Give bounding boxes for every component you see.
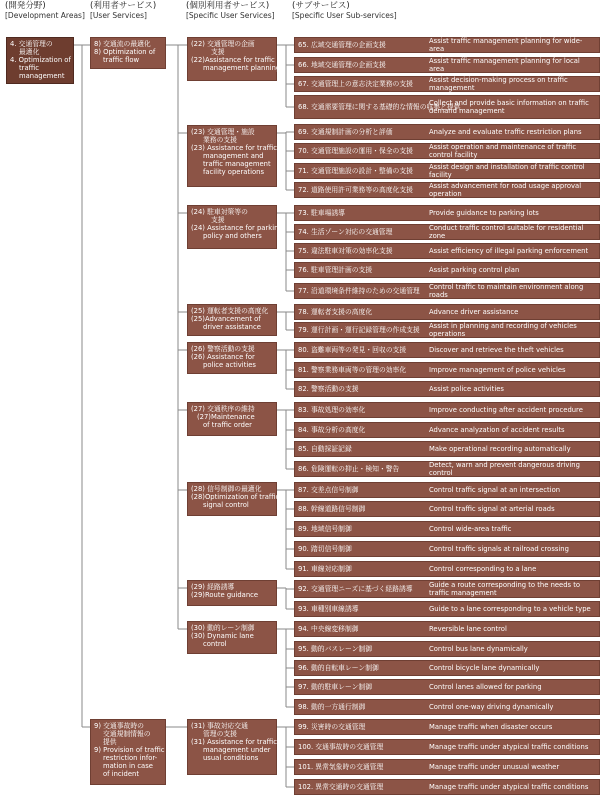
sub-service-jp: 99. 災害時の交通管理	[298, 723, 366, 731]
sub-service-en: Assist operation and maintenance of traffic control facility	[429, 143, 577, 159]
user-service-line: traffic flow	[103, 56, 140, 64]
sub-service-en: Control bus lane dynamically	[429, 645, 528, 653]
sub-service-row	[294, 422, 600, 438]
sub-service-jp: 69. 交通規制計画の分析と評価	[298, 128, 393, 136]
sub-service-row	[294, 283, 600, 299]
sub-service-en: Collect and provide basic information on traffic demand management	[429, 99, 589, 115]
specific-service-box	[187, 621, 277, 654]
specific-service-line: facility operations	[203, 168, 264, 176]
sub-service-jp: 90. 踏切信号制御	[298, 545, 352, 553]
sub-service-jp: 66. 地域交通管理の企画支援	[298, 61, 386, 69]
sub-service-row	[294, 95, 600, 119]
sub-service-row	[294, 759, 600, 775]
specific-service-line: (27)Maintenance	[197, 413, 255, 421]
sub-service-jp: 102. 異常交通時の交通管理	[298, 783, 384, 791]
sub-service-en: Conduct traffic control suitable for residential zone	[429, 224, 584, 240]
user-service-line: of incident	[103, 770, 140, 778]
specific-service-line: control	[203, 640, 227, 648]
sub-service-en: Manage traffic under atypical traffic conditions	[429, 783, 589, 791]
sub-service-row	[294, 205, 600, 221]
sub-service-jp: 67. 交通管理上の意志決定業務の支援	[298, 80, 413, 88]
sub-service-row	[294, 482, 600, 498]
specific-service-line: (27) 交通秩序の維持	[191, 405, 255, 413]
sub-service-row	[294, 541, 600, 557]
sub-service-en: Control lanes allowed for parking	[429, 683, 542, 691]
sub-service-en: Guide to a lane corresponding to a vehicle type	[429, 605, 591, 613]
specific-service-line: policy and others	[203, 232, 262, 240]
specific-service-line: traffic management	[203, 160, 271, 168]
sub-service-row	[294, 719, 600, 735]
specific-service-box	[187, 482, 280, 516]
sub-service-en: Assist decision-making process on traffic management	[429, 76, 568, 92]
sub-service-en: Manage traffic under atypical traffic conditions	[429, 743, 589, 751]
header-specific-user-services	[186, 2, 275, 20]
sub-service-jp: 101. 異常気象時の交通管理	[298, 763, 384, 771]
sub-service-row	[294, 322, 600, 338]
header-jp: (開発分野)	[5, 1, 46, 11]
sub-service-row	[294, 182, 600, 198]
sub-service-jp: 68. 交通需要管理に関する基礎的な情報の収集と提供	[298, 103, 461, 111]
specific-service-line: (29) 経路誘導	[191, 583, 235, 591]
sub-service-jp: 80. 盗難車両等の発見・回収の支援	[298, 346, 407, 354]
sub-service-jp: 94. 中央線変移制御	[298, 625, 359, 633]
sub-service-row	[294, 621, 600, 637]
user-service-line: 8) 交通流の最適化	[94, 40, 151, 48]
sub-service-jp: 83. 事故処理の効率化	[298, 406, 366, 414]
specific-service-line: (28) 信号制御の最適化	[191, 485, 262, 493]
sub-service-en: Advance analyzation of accident results	[429, 426, 565, 434]
sub-service-en: Assist parking control plan	[429, 266, 520, 274]
user-service-line: 交通規制情報の	[103, 730, 151, 738]
sub-service-jp: 97. 動的駐車レーン制御	[298, 683, 373, 691]
sub-service-en: Detect, warn and prevent dangerous driving control	[429, 461, 580, 477]
sub-service-jp: 82. 警察活動の支援	[298, 385, 359, 393]
user-service-box	[90, 37, 166, 69]
header-sub-services	[292, 2, 397, 20]
header-development-areas	[5, 2, 85, 20]
sub-service-row	[294, 262, 600, 278]
sub-service-jp: 87. 交差点信号制御	[298, 486, 359, 494]
sub-service-row	[294, 143, 600, 159]
specific-service-line: (25) 運転者支援の高度化	[191, 307, 269, 315]
sub-service-row	[294, 441, 600, 457]
sub-service-jp: 88. 幹線道路信号制御	[298, 505, 366, 513]
area-line: 4. Optimization of	[10, 56, 71, 64]
sub-service-en: Control one-way driving dynamically	[429, 703, 554, 711]
specific-service-box	[187, 342, 277, 374]
specific-service-line: (22) 交通管理の企画	[191, 40, 255, 48]
sub-service-row	[294, 779, 600, 795]
sub-service-en: Reversible lane control	[429, 625, 507, 633]
sub-service-row	[294, 76, 600, 92]
sub-service-jp: 84. 事故分析の高度化	[298, 426, 366, 434]
sub-service-jp: 95. 動的バスレーン制御	[298, 645, 373, 653]
sub-service-en: Make operational recording automatically	[429, 445, 571, 453]
sub-service-en: Analyze and evaluate traffic restriction plans	[429, 128, 582, 136]
specific-service-line: 管理の支援	[203, 730, 237, 738]
sub-service-jp: 89. 地域信号制御	[298, 525, 352, 533]
specific-service-line: driver assistance	[203, 323, 261, 331]
sub-service-en: Assist traffic management planning for wide-area	[429, 37, 583, 53]
sub-service-row	[294, 243, 600, 259]
sub-service-jp: 91. 車線対応制御	[298, 565, 352, 573]
sub-service-en: Control traffic signals at railroad crossing	[429, 545, 569, 553]
development-area-box	[6, 37, 74, 84]
specific-service-line: (31) 事故対応交通	[191, 722, 248, 730]
specific-service-line: management and	[203, 152, 264, 160]
sub-service-row	[294, 461, 600, 477]
user-service-line: 8) Optimization of	[94, 48, 156, 56]
sub-service-jp: 78. 運転者支援の高度化	[298, 308, 373, 316]
specific-service-line: signal control	[203, 501, 249, 509]
sub-service-jp: 79. 運行計画・運行記録管理の作成支援	[298, 326, 420, 334]
specific-service-line: (31) Assistance for traffic	[191, 738, 277, 746]
sub-service-en: Discover and retrieve the theft vehicles	[429, 346, 564, 354]
sub-service-en: Advance driver assistance	[429, 308, 519, 316]
sub-service-en: Control traffic signal at arterial roads	[429, 505, 555, 513]
user-service-line: 提供	[103, 738, 117, 746]
sub-service-jp: 74. 生活ゾーン対応の交通管理	[298, 228, 393, 236]
sub-service-en: Assist design and installation of traffic control facility	[429, 163, 585, 179]
specific-service-line: (26) Assistance for	[191, 353, 255, 361]
specific-service-box	[187, 205, 283, 249]
specific-service-line: (30) Dynamic lane	[191, 632, 254, 640]
user-service-line: 9) 交通事故時の	[94, 722, 144, 730]
sub-service-en: Assist in planning and recording of vehicles operations	[429, 322, 577, 338]
sub-service-row	[294, 342, 600, 358]
area-line: traffic	[19, 64, 39, 72]
specific-service-line: 支援	[211, 48, 225, 56]
header-en: [Specific User Services]	[186, 11, 275, 20]
specific-service-box	[187, 125, 277, 187]
sub-service-jp: 86. 危険運転の抑止・検知・警告	[298, 465, 400, 473]
specific-service-box	[187, 37, 281, 81]
sub-service-row	[294, 381, 600, 397]
sub-service-row	[294, 601, 600, 617]
sub-service-row	[294, 224, 600, 240]
sub-service-row	[294, 501, 600, 517]
sub-service-row	[294, 739, 600, 755]
specific-service-line: (30) 動的レーン制御	[191, 624, 255, 632]
sub-service-jp: 70. 交通管理施設の運用・保全の支援	[298, 147, 413, 155]
user-service-line: mation in case	[103, 762, 153, 770]
area-line: 最適化	[19, 48, 40, 56]
sub-service-jp: 73. 駐車場誘導	[298, 209, 345, 217]
sub-service-jp: 76. 駐車管理計画の支援	[298, 266, 373, 274]
area-line: 4. 交通管理の	[10, 40, 53, 48]
specific-service-line: 支援	[211, 216, 225, 224]
header-en: [User Services]	[90, 11, 147, 20]
sub-service-row	[294, 561, 600, 577]
specific-service-line: (26) 警察活動の支援	[191, 345, 255, 353]
specific-service-line: (28)Optimization of traffic	[191, 493, 280, 501]
sub-service-en: Assist advancement for road usage approval operation	[429, 182, 582, 198]
sub-service-jp: 72. 道路使用許可業務等の高度化支援	[298, 186, 413, 194]
header-jp: (個別利用者サービス)	[186, 1, 270, 11]
sub-service-jp: 71. 交通管理施設の設計・整備の支援	[298, 167, 413, 175]
user-service-box	[90, 719, 166, 785]
sub-service-jp: 96. 動的自転車レーン制御	[298, 664, 379, 672]
sub-service-en: Assist traffic management planning for local area	[429, 57, 580, 73]
sub-service-en: Manage traffic under unusual weather	[429, 763, 560, 771]
sub-service-en: Provide guidance to parking lots	[429, 209, 539, 217]
sub-service-jp: 98. 動的一方通行制御	[298, 703, 366, 711]
sub-service-jp: 77. 沿道環境条件維持のための交通管理	[298, 287, 420, 295]
sub-service-row	[294, 660, 600, 676]
sub-service-en: Control wide-area traffic	[429, 525, 512, 533]
specific-service-box	[187, 580, 277, 606]
sub-service-jp: 85. 自動採証記録	[298, 445, 352, 453]
specific-service-line: management under	[203, 746, 271, 754]
user-service-line: 9) Provision of traffic	[94, 746, 165, 754]
specific-service-line: (25)Advancement of	[191, 315, 261, 323]
area-line: management	[19, 72, 65, 80]
sub-service-jp: 81. 警察業務車両等の管理の効率化	[298, 366, 407, 374]
specific-service-box	[187, 402, 277, 436]
sub-service-row	[294, 304, 600, 320]
specific-service-line: (24) 駐車対策等の	[191, 208, 248, 216]
sub-service-row	[294, 679, 600, 695]
sub-service-row	[294, 521, 600, 537]
sub-service-en: Manage traffic when disaster occurs	[429, 723, 553, 731]
sub-service-en: Improve conducting after accident procedure	[429, 406, 583, 414]
sub-service-en: Control traffic to maintain environment along roads	[429, 283, 584, 299]
sub-service-row	[294, 580, 600, 598]
sub-service-en: Control traffic signal at an intersection	[429, 486, 561, 494]
specific-service-box	[187, 719, 277, 775]
sub-service-jp: 93. 車種別車線誘導	[298, 605, 359, 613]
specific-service-line: management planning	[203, 64, 281, 72]
specific-service-line: (22)Assistance for traffic	[191, 56, 275, 64]
sub-service-row	[294, 163, 600, 179]
specific-service-line: (23) 交通管理・施設	[191, 128, 255, 136]
sub-service-row	[294, 362, 600, 378]
sub-service-en: Control corresponding to a lane	[429, 565, 537, 573]
sub-service-row	[294, 124, 600, 140]
header-jp: (利用者サービス)	[90, 1, 157, 11]
sub-service-en: Control bicycle lane dynamically	[429, 664, 540, 672]
header-jp: (サブサービス)	[292, 1, 350, 11]
sub-service-row	[294, 57, 600, 73]
header-en: [Specific User Sub-services]	[292, 11, 397, 20]
sub-service-jp: 75. 違法駐車対策の効率化支援	[298, 247, 393, 255]
specific-service-box	[187, 304, 277, 336]
sub-service-row	[294, 641, 600, 657]
sub-service-en: Improve management of police vehicles	[429, 366, 566, 374]
header-en: [Development Areas]	[5, 11, 85, 20]
specific-service-line: police activities	[203, 361, 256, 369]
sub-service-row	[294, 37, 600, 53]
specific-service-line: (29)Route guidance	[191, 591, 259, 599]
specific-service-line: 業務の支援	[203, 136, 237, 144]
user-service-line: restriction infor-	[103, 754, 158, 762]
sub-service-row	[294, 402, 600, 418]
sub-service-en: Assist efficiency of illegal parking enforcement	[429, 247, 589, 255]
sub-service-row	[294, 699, 600, 715]
sub-service-en: Guide a route corresponding to the needs to traffic management	[429, 581, 581, 597]
specific-service-line: (23) Assistance for traffic	[191, 144, 277, 152]
specific-service-line: of traffic order	[203, 421, 252, 429]
header-user-services	[90, 2, 156, 20]
sub-service-jp: 65. 広域交通管理の企画支援	[298, 41, 386, 49]
sub-service-jp: 100. 交通事故時の交通管理	[298, 743, 384, 751]
specific-service-line: (24) Assistance for parking	[191, 224, 283, 232]
specific-service-line: usual conditions	[203, 754, 259, 762]
sub-service-jp: 92. 交通管理ニーズに基づく経路誘導	[298, 585, 413, 593]
sub-service-en: Assist police activities	[429, 385, 504, 393]
